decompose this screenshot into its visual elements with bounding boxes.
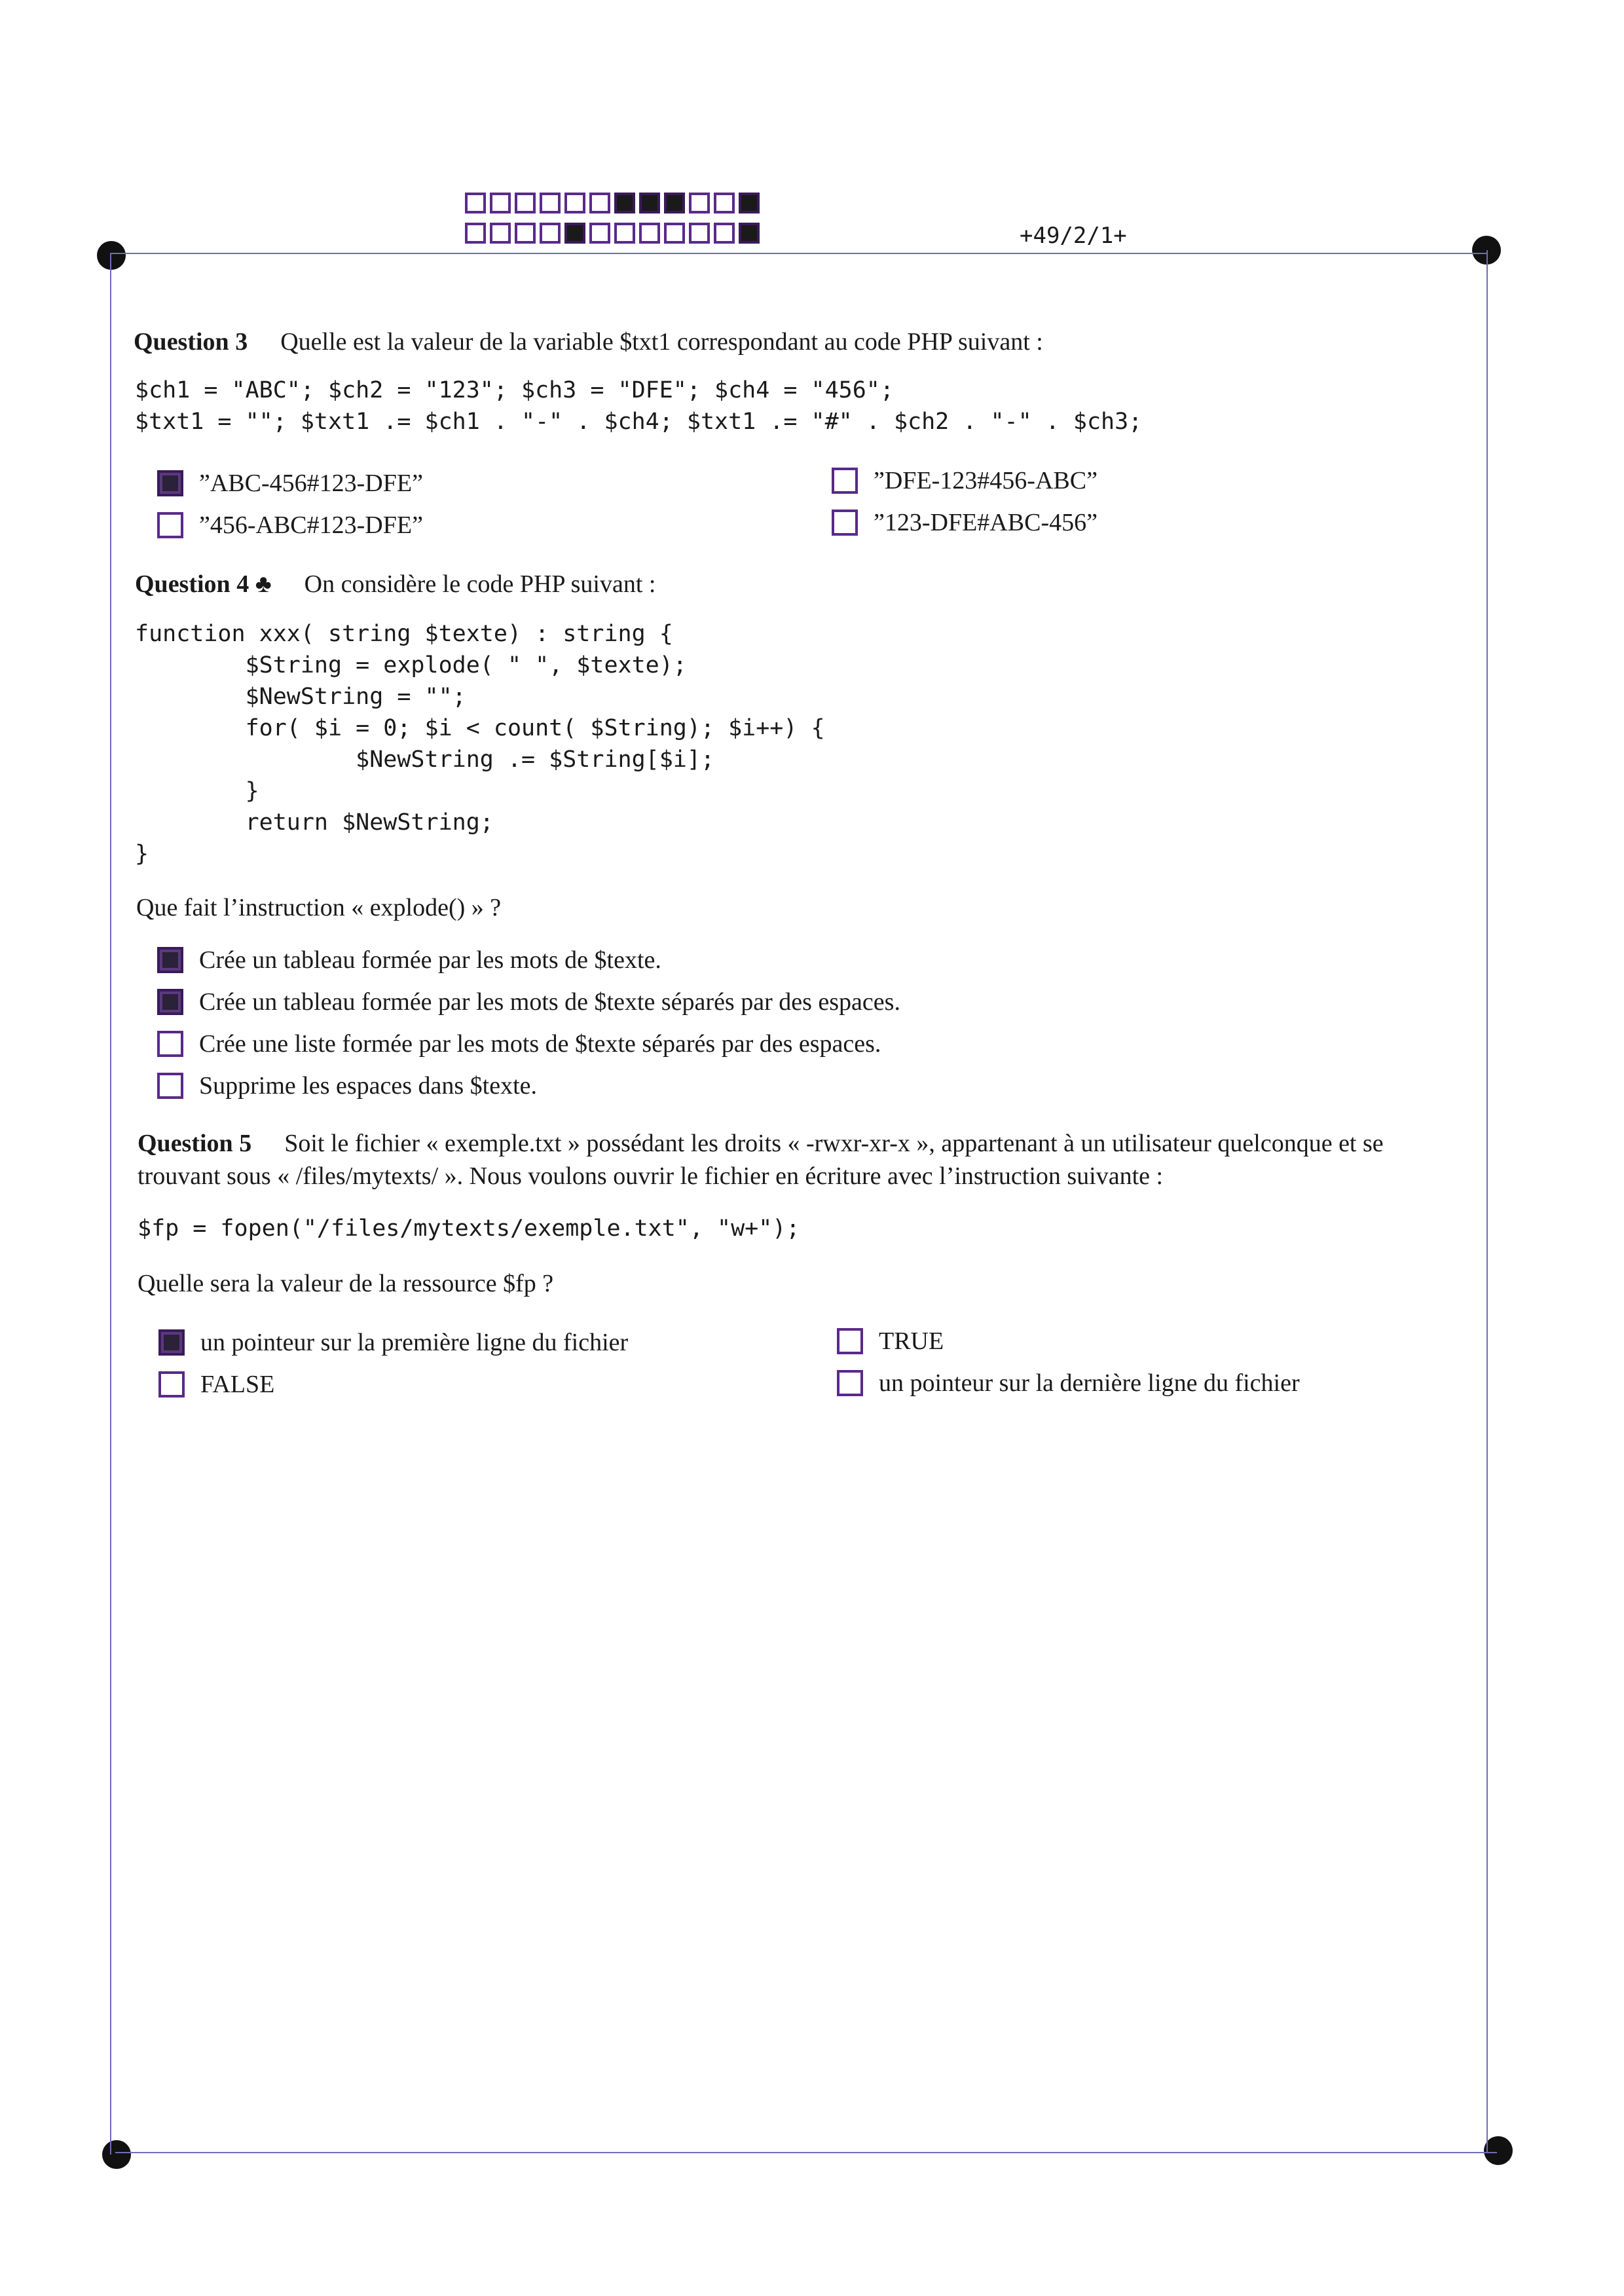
barcode-cell xyxy=(639,193,660,213)
q3-option-4-label: ”123-DFE#ABC-456” xyxy=(874,509,1098,536)
barcode-cell xyxy=(540,223,561,244)
q3-option-1-checkbox[interactable] xyxy=(157,470,183,496)
q3-option-1-label: ”ABC-456#123-DFE” xyxy=(199,470,423,497)
q3-option-3-checkbox[interactable] xyxy=(157,512,183,538)
q4-option-3[interactable] xyxy=(157,1029,881,1058)
q4-option-3-label: Crée une liste formée par les mots de $texte séparés par des espaces. xyxy=(199,1030,881,1058)
barcode-cell xyxy=(739,223,760,244)
frame-right xyxy=(1486,250,1488,2152)
q4-option-4-checkbox[interactable] xyxy=(157,1073,183,1099)
q5-option-2[interactable] xyxy=(837,1327,944,1356)
q5-option-1-label: un pointeur sur la première ligne du fichier xyxy=(200,1329,629,1356)
question-3-prompt: Quelle est la valeur de la variable $txt1 correspondant au code PHP suivant : xyxy=(280,328,1043,356)
barcode-cell xyxy=(714,223,735,244)
question-5-code: $fp = fopen("/files/mytexts/exemple.txt", "w+"); xyxy=(138,1215,800,1242)
question-4-heading xyxy=(135,570,655,599)
barcode-cell xyxy=(739,193,760,213)
q5-option-2-checkbox[interactable] xyxy=(837,1328,863,1354)
q4-option-1[interactable] xyxy=(157,946,661,974)
question-4-code: function xxx( string $texte) : string { $String = explode( " ", $texte); $NewString = ""; for( $i = 0; $i < count( $String); $i++) { $NewString .= $String[$i]; } return $NewString; } xyxy=(135,621,825,867)
frame-top xyxy=(111,253,1486,254)
q5-option-4[interactable] xyxy=(837,1369,1300,1398)
page-id: +49/2/1+ xyxy=(1020,223,1127,249)
q5-option-4-label: un pointeur sur la dernière ligne du fichier xyxy=(879,1369,1300,1397)
q3-option-3[interactable] xyxy=(157,511,423,540)
q4-option-4-label: Supprime les espaces dans $texte. xyxy=(199,1072,538,1100)
q3-option-1[interactable] xyxy=(157,469,423,498)
barcode-cell xyxy=(614,193,635,213)
q3-option-4-checkbox[interactable] xyxy=(832,509,858,536)
barcode-cell xyxy=(689,193,710,213)
q5-option-3-label: FALSE xyxy=(200,1371,275,1398)
barcode-cell xyxy=(664,223,685,244)
q3-option-4[interactable] xyxy=(832,508,1098,537)
q5-option-1[interactable] xyxy=(158,1328,628,1357)
question-3-code: $ch1 = "ABC"; $ch2 = "123"; $ch3 = "DFE"; $ch4 = "456"; $txt1 = ""; $txt1 .= $ch1 . "-" . $ch4; $txt1 .= "#" . $ch2 . "-" . $ch3; xyxy=(135,377,1143,435)
barcode-cell xyxy=(664,193,685,213)
question-4-prompt: On considère le code PHP suivant : xyxy=(304,570,656,598)
corner-marker-bottom-right xyxy=(1484,2136,1513,2165)
q4-option-1-label: Crée un tableau formée par les mots de $texte. xyxy=(199,946,661,974)
q4-option-3-checkbox[interactable] xyxy=(157,1031,183,1057)
corner-marker-bottom-left xyxy=(102,2140,131,2169)
q4-option-2[interactable] xyxy=(157,988,900,1016)
barcode-cell xyxy=(465,193,486,213)
barcode-cell xyxy=(490,223,511,244)
q3-option-2-checkbox[interactable] xyxy=(832,468,858,494)
q3-option-3-label: ”456-ABC#123-DFE” xyxy=(199,511,423,539)
barcode-cell xyxy=(589,223,610,244)
q5-option-3[interactable] xyxy=(158,1370,274,1399)
question-5-heading xyxy=(138,1129,1384,1158)
barcode-cell xyxy=(614,223,635,244)
q4-option-2-label: Crée un tableau formée par les mots de $texte séparés par des espaces. xyxy=(199,988,900,1016)
frame-bottom xyxy=(115,2152,1497,2153)
barcode-cell xyxy=(589,193,610,213)
question-4-number: Question 4 ♣ xyxy=(135,570,272,598)
barcode-cell xyxy=(540,193,561,213)
barcode-cell xyxy=(564,193,585,213)
q5-option-3-checkbox[interactable] xyxy=(158,1371,185,1398)
q5-option-4-checkbox[interactable] xyxy=(837,1370,863,1396)
q4-option-2-checkbox[interactable] xyxy=(157,989,183,1015)
barcode-cell xyxy=(714,193,735,213)
question-5-prompt-line1: Soit le fichier « exemple.txt » possédant les droits « -rwxr-xr-x », appartenant à un utilisateur quelconque et se xyxy=(284,1130,1384,1157)
barcode-row-1 xyxy=(465,193,764,213)
barcode-cell xyxy=(465,223,486,244)
question-4-question: Que fait l’instruction « explode() » ? xyxy=(136,894,502,921)
barcode-cell xyxy=(490,193,511,213)
question-3-heading xyxy=(134,327,1043,356)
barcode-cell xyxy=(689,223,710,244)
barcode-cell xyxy=(564,223,585,244)
question-5-number: Question 5 xyxy=(138,1130,252,1157)
question-5-question: Quelle sera la valeur de la ressource $fp ? xyxy=(138,1270,554,1297)
q4-option-4[interactable] xyxy=(157,1071,537,1100)
barcode-cell xyxy=(515,223,536,244)
frame-left xyxy=(110,253,111,2155)
barcode-row-2 xyxy=(465,223,764,244)
corner-marker-top-left xyxy=(97,241,126,270)
q5-option-2-label: TRUE xyxy=(879,1327,944,1355)
barcode-cell xyxy=(515,193,536,213)
question-5-prompt-line2: trouvant sous « /files/mytexts/ ». Nous voulons ouvrir le fichier en écriture avec l’instruction suivante : xyxy=(138,1162,1164,1190)
q3-option-2-label: ”DFE-123#456-ABC” xyxy=(874,467,1098,494)
q5-option-1-checkbox[interactable] xyxy=(158,1329,185,1356)
question-3-number: Question 3 xyxy=(134,328,248,356)
q4-option-1-checkbox[interactable] xyxy=(157,947,183,973)
q3-option-2[interactable] xyxy=(832,466,1098,495)
barcode-cell xyxy=(639,223,660,244)
